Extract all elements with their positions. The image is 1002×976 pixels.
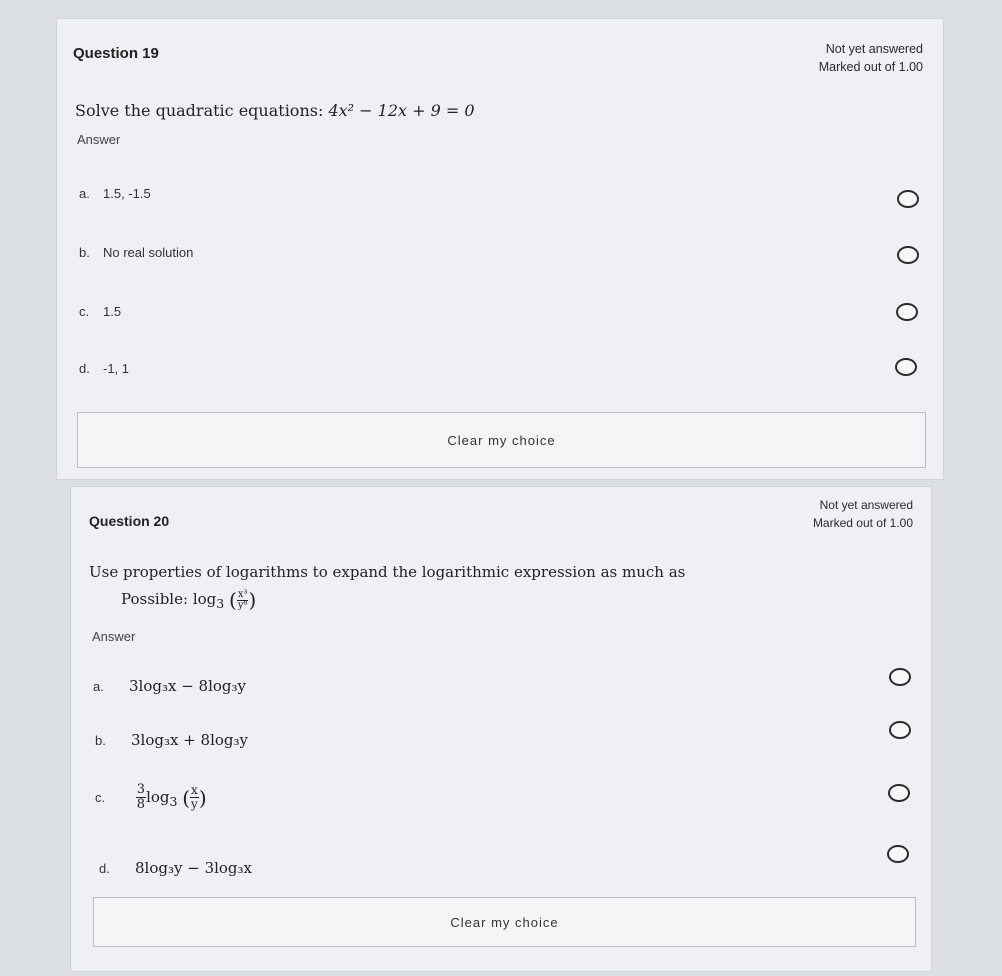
option-a[interactable] bbox=[79, 186, 151, 201]
radio-option-c[interactable] bbox=[888, 784, 910, 802]
option-d[interactable] bbox=[79, 361, 129, 376]
status-text: Not yet answered bbox=[825, 42, 923, 56]
option-letter: a. bbox=[93, 679, 104, 694]
question-title: Question 20 bbox=[89, 513, 170, 529]
option-text: No real solution bbox=[103, 245, 194, 260]
option-letter: b. bbox=[95, 733, 106, 748]
fraction-denominator: y⁸ bbox=[237, 599, 248, 611]
radio-option-d[interactable] bbox=[887, 845, 909, 863]
radio-option-b[interactable] bbox=[889, 721, 911, 739]
option-text: $\frac{3}{8}$ $\log_3$ ( $\frac{x}{y}$ ) bbox=[136, 782, 207, 812]
option-letter: d. bbox=[79, 361, 90, 376]
option-b[interactable] bbox=[79, 245, 193, 260]
option-letter: c. bbox=[95, 789, 106, 805]
question-20-card bbox=[70, 486, 932, 972]
prompt-text: Solve the quadratic equations: bbox=[75, 101, 324, 120]
option-text: 1.5 bbox=[103, 304, 122, 319]
answer-label: Answer bbox=[92, 629, 136, 644]
log-word: log bbox=[192, 590, 217, 608]
option-text: 3log₃x + 8log₃y bbox=[131, 731, 249, 749]
marks-text: Marked out of 1.00 bbox=[818, 60, 923, 74]
answer-label: Answer bbox=[77, 132, 121, 147]
marks-text: Marked out of 1.00 bbox=[812, 516, 913, 530]
log-base: 3 bbox=[169, 793, 178, 809]
option-text: -1, 1 bbox=[103, 361, 130, 376]
option-letter: c. bbox=[79, 304, 90, 319]
log-fraction bbox=[237, 590, 249, 611]
question-prompt: Use properties of logarithms to expand the logarithmic expression as much as bbox=[89, 563, 686, 581]
question-19-card bbox=[56, 18, 944, 480]
fraction-numerator: x bbox=[191, 783, 198, 797]
option-text: 8log₃y − 3log₃x bbox=[135, 859, 253, 877]
radio-option-a[interactable] bbox=[889, 668, 911, 686]
question-prompt-line2 bbox=[121, 588, 256, 612]
option-b[interactable] bbox=[95, 731, 248, 749]
option-letter: d. bbox=[99, 861, 110, 876]
option-a[interactable] bbox=[93, 677, 246, 695]
option-letter: b. bbox=[79, 245, 90, 260]
question-prompt bbox=[75, 101, 475, 120]
radio-option-d[interactable] bbox=[895, 358, 917, 376]
option-text: 3log₃x − 8log₃y bbox=[129, 677, 247, 695]
option-c[interactable] bbox=[95, 783, 207, 812]
radio-option-c[interactable] bbox=[896, 303, 918, 321]
radio-option-a[interactable] bbox=[897, 190, 919, 208]
clear-choice-button[interactable]: Clear my choice bbox=[93, 897, 916, 947]
status-text: Not yet answered bbox=[819, 498, 913, 512]
option-text: 1.5, -1.5 bbox=[103, 186, 151, 201]
question-status bbox=[819, 40, 923, 76]
option-letter: a. bbox=[79, 186, 90, 201]
log-base: 3 bbox=[216, 596, 225, 611]
log-fraction bbox=[190, 784, 199, 811]
equation: 4x² − 12x + 9 = 0 bbox=[328, 101, 475, 120]
coef-numerator: 3 bbox=[136, 782, 146, 797]
log-expression: $\log_3$ ( $\frac{\text{x³}}{\text{y⁸}}$ ) bbox=[192, 588, 257, 612]
option-c[interactable] bbox=[79, 304, 121, 319]
radio-option-b[interactable] bbox=[897, 246, 919, 264]
question-status bbox=[813, 496, 913, 532]
clear-choice-button[interactable]: Clear my choice bbox=[77, 412, 926, 468]
prompt-possible: Possible: bbox=[121, 590, 189, 608]
log-word: log bbox=[146, 787, 170, 806]
fraction-denominator: y bbox=[191, 797, 198, 811]
option-d[interactable] bbox=[99, 859, 252, 877]
question-title: Question 19 bbox=[73, 45, 159, 62]
coef-denominator: 8 bbox=[136, 797, 146, 812]
coefficient-fraction bbox=[136, 783, 146, 812]
fraction-numerator: x³ bbox=[237, 588, 248, 600]
